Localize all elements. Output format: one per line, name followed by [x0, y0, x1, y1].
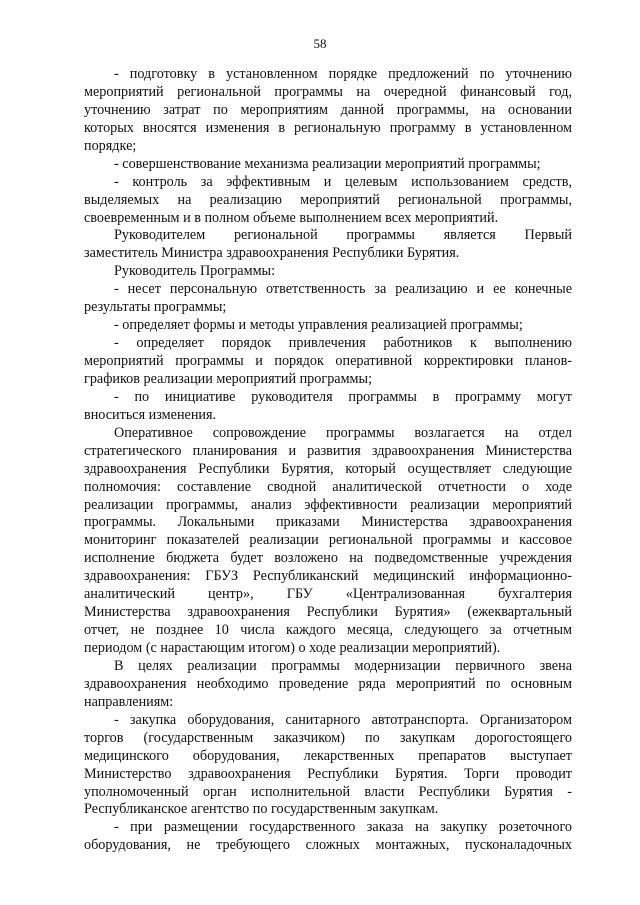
text-line: Оперативное сопровождение программы возлагается на отдел [114, 424, 572, 441]
text-line: результаты программы; [84, 299, 227, 316]
text-line: - определяет порядок привлечения работников к выполнению [114, 335, 572, 352]
text-line: В целях реализации программы модернизации первичного звена [114, 657, 572, 674]
text-line: - контроль за эффективным и целевым использованием средств, [114, 173, 572, 190]
text-line: заместитель Министра здравоохранения Республики Бурятия. [84, 245, 460, 262]
text-line: Министерство здравоохранения Республики Бурятия. Торги проводит [84, 765, 572, 782]
text-line: мероприятий программы и порядок оперативной корректировки планов- [84, 353, 572, 369]
text-line: полномочия: составление сводной аналитической отчетности о ходе [84, 478, 572, 495]
text-line: - совершенствование механизма реализации мероприятий программы; [114, 155, 541, 172]
text-line: торгов (государственным заказчиком) по закупкам дорогостоящего [84, 729, 572, 746]
text-line: Министерства здравоохранения Республики Бурятия» (ежеквартальный [84, 604, 572, 621]
text-line: - несет персональную ответственность за реализацию и ее конечные [114, 281, 572, 298]
text-line: аналитический центр», ГБУ «Централизованная бухгалтерия [84, 586, 572, 603]
text-line: периодом (с нарастающим итогом) о ходе реализации мероприятий). [84, 640, 501, 656]
text-line: - подготовку в установленном порядке предложений по уточнению [114, 66, 572, 82]
text-line: - при размещении государственного заказа на закупку розеточного [114, 819, 572, 836]
text-line: уполномоченный орган исполнительной власти Республики Бурятия - [84, 783, 572, 800]
text-line: порядке; [84, 137, 137, 154]
text-line: Республиканское агентство по государственным закупкам. [84, 801, 439, 818]
text-line: - определяет формы и методы управления реализацией программы; [114, 317, 523, 334]
text-line: здравоохранения необходимо проведение ряда мероприятий по основным [84, 675, 572, 692]
text-line: направлениям: [84, 693, 174, 710]
text-line: - закупка оборудования, санитарного автотранспорта. Организатором [114, 711, 572, 728]
text-line: реализации программы, анализ эффективности реализации мероприятий [84, 496, 572, 513]
text-line: медицинского оборудования, лекарственных препаратов выступает [84, 747, 572, 764]
text-line: отчет, не позднее 10 числа каждого месяца, следующего за отчетным [84, 622, 572, 639]
text-line: оборудования, не требующего сложных монтажных, пусконаладочных [84, 837, 572, 854]
text-line: вноситься изменения. [84, 406, 217, 423]
text-line: своевременным и в полном объеме выполнением всех мероприятий. [84, 209, 499, 226]
text-line: стратегического планирования и развития здравоохранения Министерства [84, 442, 572, 459]
text-line: здравоохранения Республики Бурятия, который осуществляет следующие [84, 460, 572, 477]
text-line: - по инициативе руководителя программы в программу могут [114, 388, 572, 405]
text-line: графиков реализации мероприятий программы; [84, 370, 373, 387]
text-line: исполнение бюджета будет возложено на подведомственные учреждения [84, 550, 572, 567]
text-line: Руководитель Программы: [114, 263, 276, 280]
text-line: которых вносятся изменения в региональную программу в установленном [84, 119, 572, 136]
text-line: уточнению затрат по мероприятиям данной программы, на основании [84, 101, 572, 118]
text-line: программы. Локальными приказами Министерства здравоохранения [84, 514, 572, 531]
text-line: мониторинг показателей реализации региональной программы и кассовое [84, 532, 572, 549]
text-line: Руководителем региональной программы является Первый [114, 227, 572, 244]
text-line: мероприятий региональной программы на очередной финансовый год, [84, 83, 572, 100]
text-line: здравоохранения: ГБУЗ Республиканский медицинский информационно- [84, 568, 572, 585]
document-body [84, 66, 572, 855]
page-number: 58 [313, 36, 327, 51]
text-line: выделяемых на реализацию мероприятий региональной программы, [84, 191, 572, 208]
